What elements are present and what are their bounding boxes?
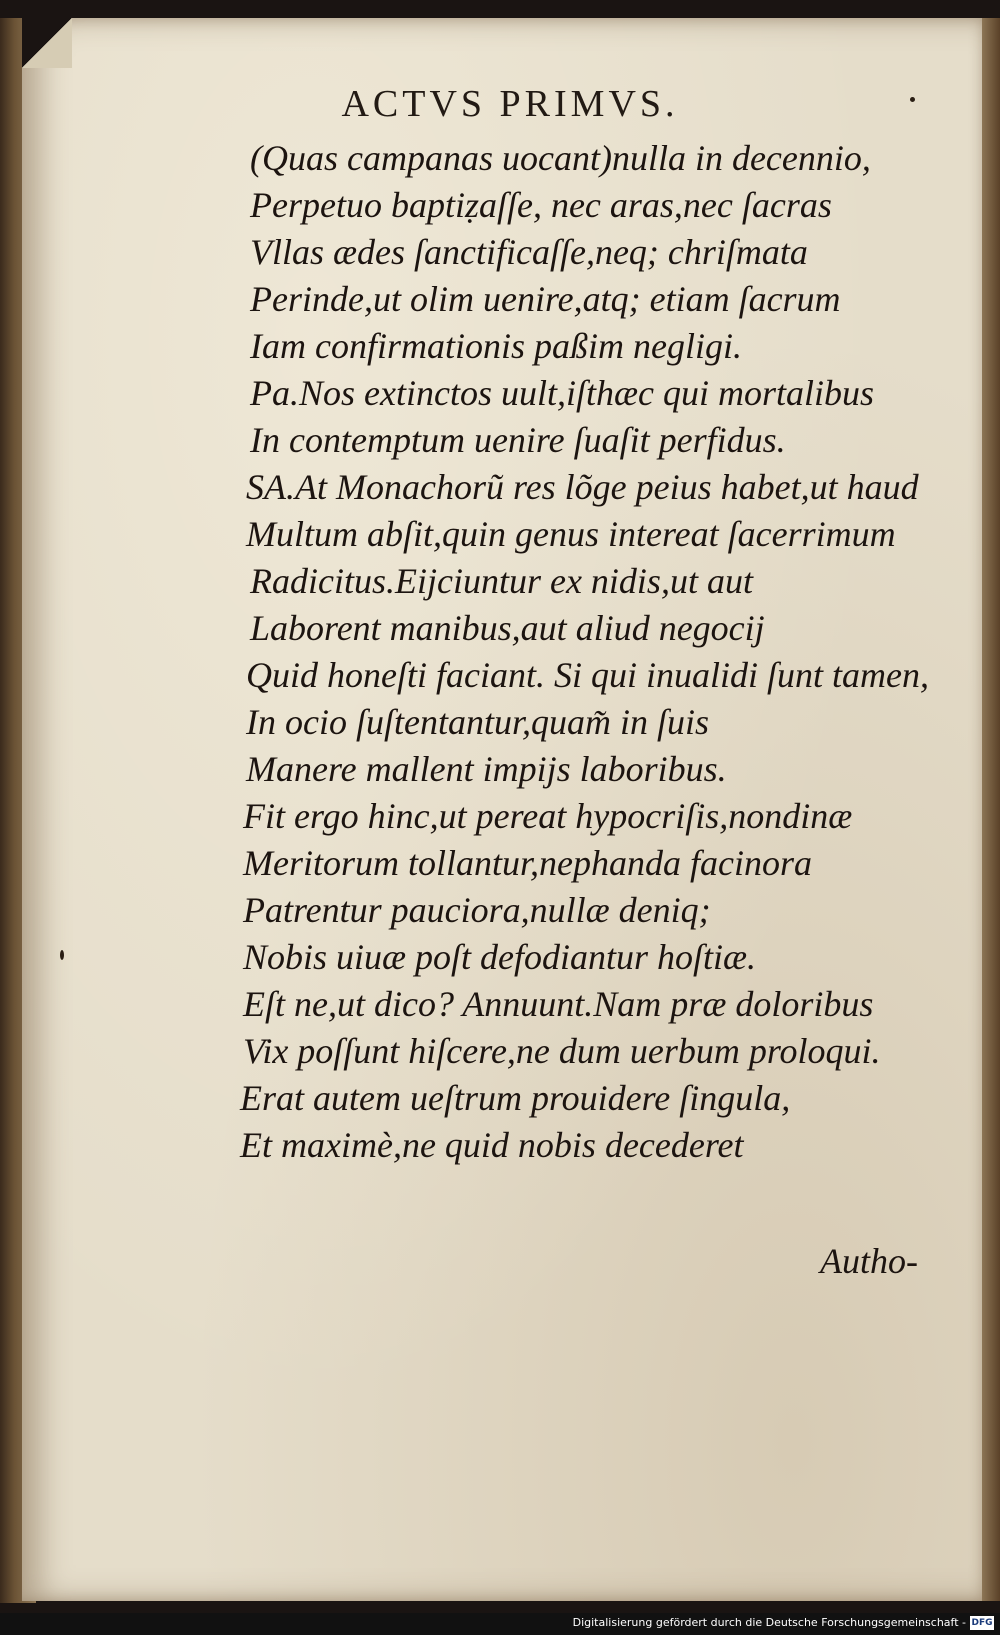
verse-line: Manere mallent impijs laboribus.: [246, 749, 727, 789]
verse-line: Laborent manibus,aut aliud negocij: [250, 608, 765, 648]
verse-line: In contemptum uenire ſuaſit perfidus.: [250, 420, 786, 460]
verse-line: In ocio ſuſtentantur,quam̃ in ſuis: [246, 702, 709, 742]
verse-text-block: [240, 135, 970, 1169]
verse-line: Vllas ædes ſanctificaſſe,neq; chriſmata: [250, 232, 808, 272]
verse-line: Vix poſſunt hiſcere,ne dum uerbum proloqui.: [243, 1031, 881, 1071]
verse-line: Patrentur pauciora,nullæ deniq;: [243, 890, 711, 930]
page-edge-right: [982, 18, 1000, 1601]
dfg-logo: DFG: [971, 1618, 993, 1628]
verse-line: Perpetuo baptiẓaſſe, nec aras,nec ſacras: [250, 185, 832, 225]
catchword: Autho-: [820, 1241, 918, 1281]
verse-line: SA.At Monachorũ res lõge peius habet,ut haud: [246, 467, 919, 507]
verse-line: Multum abſit,quin genus intereat ſacerrimum: [246, 514, 896, 554]
verse-line: Nobis uiuæ poſt defodiantur hoſtiæ.: [243, 937, 757, 977]
verse-line: Perinde,ut olim uenire,atq; etiam ſacrum: [250, 279, 841, 319]
running-head: ACTVS PRIMVS.: [341, 83, 679, 125]
verse-line: Meritorum tollantur,nephanda facinora: [243, 843, 812, 883]
digitization-credit: Digitalisierung gefördert durch die Deutsche Forschungsgemeinschaft -: [572, 1616, 966, 1629]
verse-line: Radicitus.Eijciuntur ex nidis,ut aut: [250, 561, 753, 601]
verse-line: Et maximè,ne quid nobis decederet: [240, 1125, 744, 1165]
verse-line: (Quas campanas uocant)nulla in decennio,: [250, 138, 871, 178]
verse-line: Erat autem ueſtrum prouidere ſingula,: [240, 1078, 791, 1118]
verse-line: Iam confirmationis paßim negligi.: [250, 326, 742, 366]
verse-line: Fit ergo hinc,ut pereat hypocriſis,nondinæ: [243, 796, 853, 836]
ink-speck: [60, 950, 64, 960]
verse-line: Eſt ne,ut dico? Annuunt.Nam præ doloribus: [243, 984, 874, 1024]
page-corner-fold: [22, 18, 72, 68]
verse-line: Quid honeſti faciant. Si qui inualidi ſunt tamen,: [246, 655, 929, 695]
verse-line: Pa.Nos extinctos uult,iſthæc qui mortalibus: [250, 373, 874, 413]
